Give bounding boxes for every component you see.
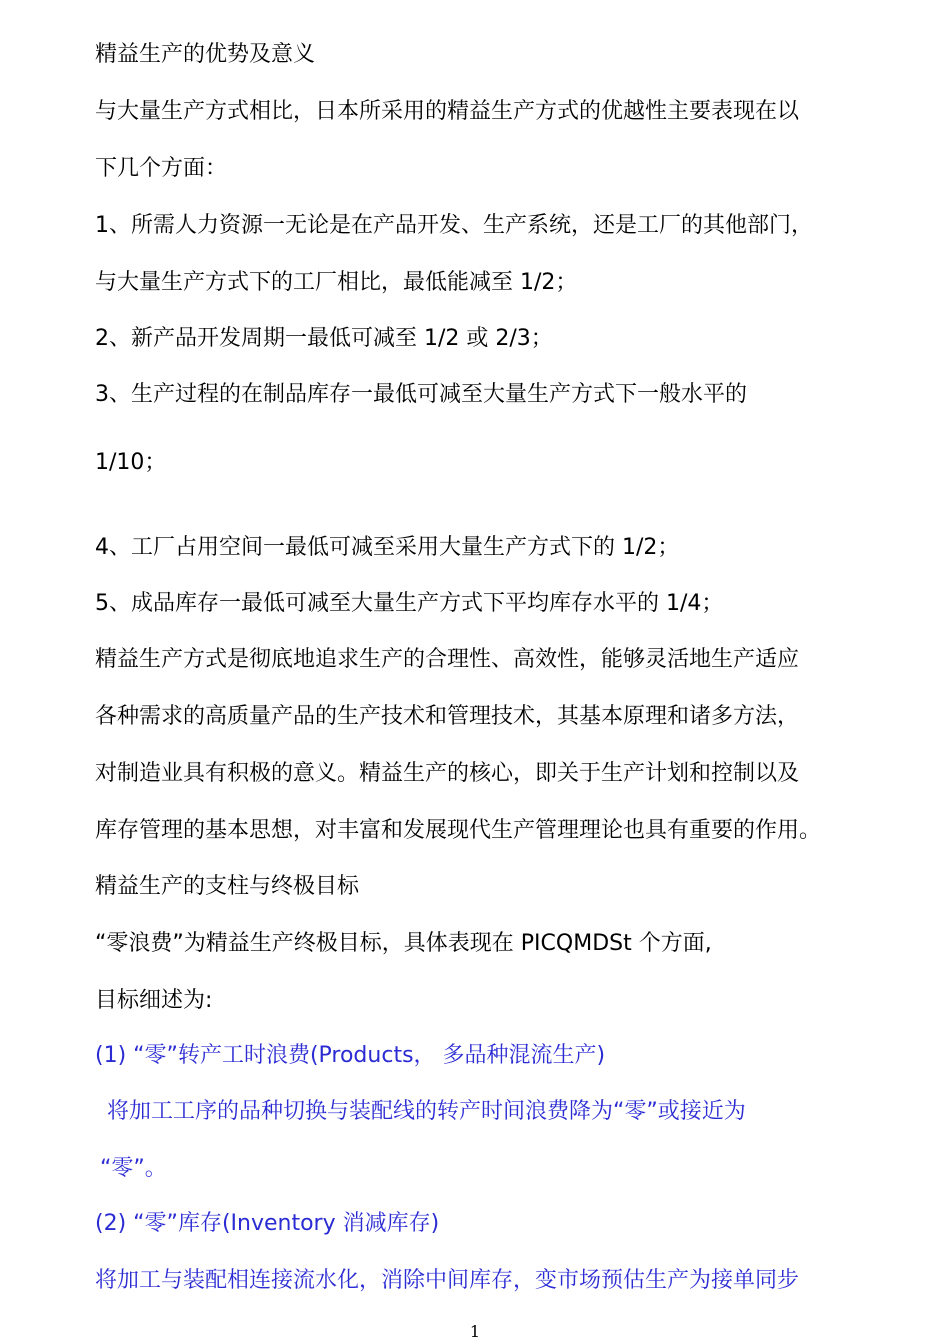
body-text: “零浪费”为精益生产终极目标，具体表现在 PICQMDSt 个方面,: [95, 931, 712, 956]
subsection-text: 将加工与装配相连接流水化，消除中间库存，变市场预估生产为接单同步: [95, 1268, 800, 1293]
body-text: 精益生产方式是彻底地追求生产的合理性、高效性，能够灵活地生产适应: [95, 647, 800, 672]
subsection-text: 将加工工序的品种切换与装配线的转产时间浪费降为“零”或接近为: [107, 1099, 746, 1124]
list-item-3: 3、生产过程的在制品库存一最低可减至大量生产方式下一般水平的: [95, 382, 747, 407]
body-text: 目标细述为:: [95, 988, 213, 1013]
subsection-title-1: (1) “零”转产工时浪费(Products， 多品种混流生产): [95, 1043, 606, 1068]
list-item-2: 2、新产品开发周期一最低可减至 1/2 或 2/3；: [95, 326, 553, 351]
list-item-4: 4、工厂占用空间一最低可减至采用大量生产方式下的 1/2；: [95, 535, 680, 560]
section-heading: 精益生产的优势及意义: [95, 42, 316, 67]
body-text: 库存管理的基本思想，对丰富和发展现代生产管理理论也具有重要的作用。: [95, 818, 822, 843]
subsection-title-2: (2) “零”库存(Inventory 消减库存): [95, 1211, 440, 1236]
body-text: 各种需求的高质量产品的生产技术和管理技术，其基本原理和诸多方法，: [95, 704, 800, 729]
list-item-5: 5、成品库存一最低可减至大量生产方式下平均库存水平的 1/4；: [95, 591, 724, 616]
body-text: 与大量生产方式相比，日本所采用的精益生产方式的优越性主要表现在以: [95, 99, 800, 124]
section-heading: 精益生产的支柱与终极目标: [95, 874, 360, 899]
subsection-text: “零”。: [100, 1156, 167, 1181]
list-item-1-continued: 与大量生产方式下的工厂相比，最低能减至 1/2；: [95, 270, 578, 295]
list-item-3-continued: 1/10；: [95, 450, 167, 475]
page-number: 1: [469, 1322, 481, 1341]
body-text: 下几个方面：: [95, 156, 228, 181]
body-text: 对制造业具有积极的意义。精益生产的核心，即关于生产计划和控制以及: [95, 761, 800, 786]
list-item-1: 1、所需人力资源一无论是在产品开发、生产系统，还是工厂的其他部门，: [95, 213, 813, 238]
